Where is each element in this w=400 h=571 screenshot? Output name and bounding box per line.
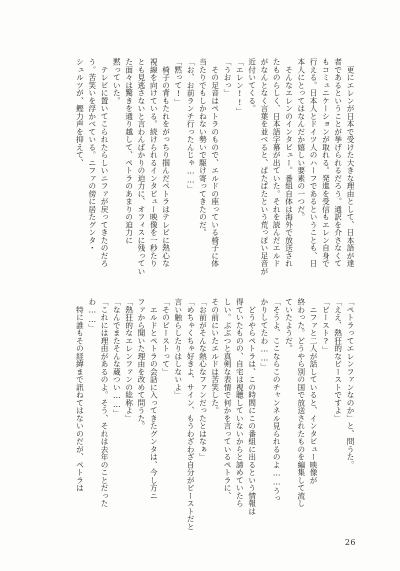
text-line: 特に誰もその経緯まで訊ねてはないのだが、ペトラは (75, 298, 85, 492)
text-line: 「黙って!」 (173, 58, 183, 106)
text-line: 「ビースト?」 (321, 298, 331, 354)
text-line: とも見逃さないと言わんばかりの迫力に、オフィスに残ってい (136, 58, 146, 275)
text-line: どうやらペトラは、この時間にこの番組に出るという情報は (247, 298, 257, 515)
text-line: かりしてたわ……」 (259, 298, 269, 371)
text-line: 「お、お前ランチ行ったんじゃ……」 (186, 58, 196, 193)
text-line: 「うおっ」 (223, 58, 233, 97)
text-line: 終わった。どうやら別の国で放送されたものを編集して流し (296, 298, 306, 508)
text-line: 椅子の背もたれをがっちり掴んだペトラはテレビに熱心な (161, 58, 171, 268)
text-line: 「ええ、熱狂的なビーストですよ」 (333, 298, 343, 422)
text-line: た面々は驚きを通り越して、ペトラのあまりの迫力に (124, 58, 134, 244)
text-line: 言い触らしたりはしないよ」 (173, 298, 183, 399)
text-line: たものらしく、日本語字幕が出ていた。それを読んだエルド (272, 58, 282, 268)
text-line: 「そうよ、ここならこのチャンネル見られるのよ……うっ (272, 298, 282, 503)
text-line: シュルツが、鰹力声を抑えて、 (75, 58, 85, 167)
text-line: しい。ぶぶつと真剣な表情で何かを言っているペトラに、 (223, 298, 233, 500)
text-block-bottom (38, 298, 356, 531)
text-line: 得ていたものの、自宅は視聴していないからと諦めていたら (235, 298, 245, 508)
text-line: もコミュニケーションが取れる。発進を受信もエレン自身で (321, 58, 331, 268)
text-line: 「熱狂的なエレンファンの総称よ」 (124, 298, 134, 422)
text-line: 当たりでもしかねない勢いで駆け寄ってきたのだ。 (198, 58, 208, 237)
text-line: 行える。日本人とドイツ人のハーフであるということも、日 (309, 58, 319, 268)
text-line: ファから聞いた理由を改めて問うた。 (136, 298, 146, 430)
text-line: そんなエレンのインタビュー。番組自体は海外で放送され (284, 58, 294, 268)
text-line: 黙っていた。 (112, 58, 122, 105)
text-line: 「エレン!!」 (235, 58, 245, 116)
text-line: 近付いてくる。 (247, 58, 257, 113)
text-line: その前にいたエルドは苦笑した。 (210, 298, 220, 415)
text-line: 「めちゃくちゃ好きよ、サイン、もうわざわざ自分がビーストだと (186, 298, 196, 531)
text-line: エルドとペトラの会話に入ってきたグンタは、今し方ニ (149, 298, 159, 500)
text-line: 「お前がそんな熱心なファンだったとはなぁ」 (198, 298, 208, 461)
text-line: テレビに置いてこられたらしいニファが戻ってきたのだろ (100, 58, 110, 268)
text-line: 視線を向けている。続けられるインタビュー映像を一秒たり (149, 58, 159, 268)
text-line: 「そのビーストって」 (161, 298, 171, 376)
text-line: 「なんでまたそんな蔵つい……」 (112, 298, 122, 418)
page-number: 26 (344, 538, 356, 547)
text-line: ニファと二人が話していると、インタビュー映像が (309, 298, 319, 484)
text-line: 更にエレンが日本で受けた大きな理由として、日本語が達 (346, 58, 355, 268)
text-line: ていたようだ。 (284, 298, 294, 353)
text-line: 本人にとってはなんだか嬉しい要素の一つだ。 (296, 58, 306, 221)
text-line: う。苦笑いを浮かべている。ニファの傍に居たグンタ・ (87, 58, 97, 252)
text-line: わ……」 (87, 298, 97, 332)
text-line: その足音はペトラのもので、エルドの座っている椅子に体 (210, 58, 220, 268)
text-line: がなんとなく言葉を並べると、ぱたぱたという荒っぽい足音が (259, 58, 269, 275)
text-block-top (38, 58, 356, 288)
text-line: 者であるということが挙げられるだろう。通訳を介さなくて (333, 58, 343, 268)
text-line: 「これには理由があるのよ。そう、それは去年のことだった (100, 298, 110, 508)
text-line: 「ペトラってエレンファンなのか」と、問うた。 (346, 298, 355, 469)
